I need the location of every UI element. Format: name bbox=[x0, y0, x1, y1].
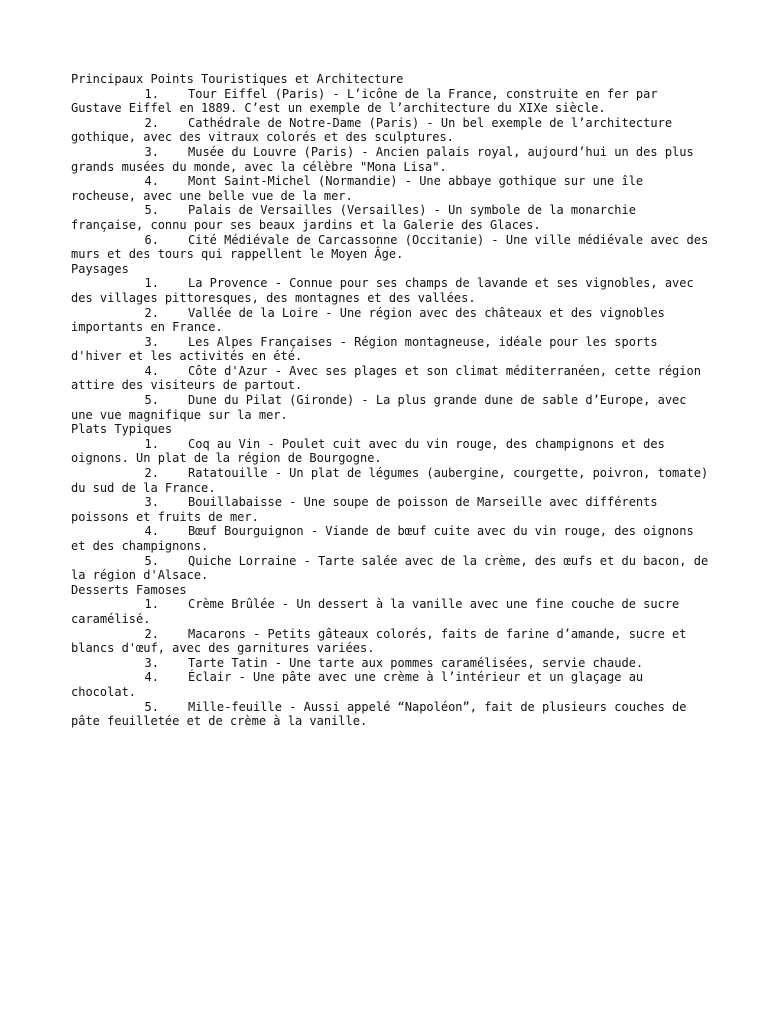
item-text: Les Alpes Françaises - Région montagneuse, idéale pour les sports d'hiver et les activités en été. bbox=[71, 334, 665, 364]
section-heading: Paysages bbox=[71, 261, 129, 276]
item-text: Quiche Lorraine - Tarte salée avec de la crème, des œufs et du bacon, de la région d'Alsace. bbox=[71, 553, 716, 583]
item-text: Bouillabaisse - Une soupe de poisson de Marseille avec différents poissons et fruits de mer. bbox=[71, 495, 665, 524]
item-number: 2. bbox=[144, 305, 159, 320]
item-number: 5. bbox=[144, 699, 159, 714]
item-number: 5. bbox=[144, 203, 159, 218]
numbered-list bbox=[71, 276, 711, 422]
list-item bbox=[71, 116, 711, 145]
list-item bbox=[71, 437, 711, 466]
section-heading: Principaux Points Touristiques et Architecture bbox=[71, 72, 404, 86]
item-text: Côte d'Azur - Avec ses plages et son climat méditerranéen, cette région attire des visiteurs de partout. bbox=[71, 363, 709, 393]
item-text: Tour Eiffel (Paris) - L’icône de la France, construite en fer par Gustave Eiffel en 1889. C’est un exemple de l’architecture du XIXe siècle. bbox=[71, 86, 665, 116]
item-text: Macarons - Petits gâteaux colorés, faits de farine d’amande, sucre et blancs d'œuf, avec des garnitures variées. bbox=[71, 626, 694, 656]
item-text: Éclair - Une pâte avec une crème à l’intérieur et un glaçage au chocolat. bbox=[71, 670, 651, 699]
item-number: 2. bbox=[144, 466, 159, 481]
item-number: 2. bbox=[144, 115, 159, 130]
item-number: 1. bbox=[144, 597, 159, 612]
list-item bbox=[71, 306, 711, 335]
section-monuments bbox=[71, 72, 716, 262]
item-number: 6. bbox=[144, 232, 159, 247]
item-number: 4. bbox=[144, 174, 159, 189]
list-item bbox=[71, 597, 711, 626]
list-item bbox=[71, 364, 711, 393]
item-text: Palais de Versailles (Versailles) - Un symbole de la monarchie française, connu pour ses beaux jardins et la Galerie des Glaces. bbox=[71, 203, 644, 232]
item-number: 3. bbox=[144, 495, 159, 510]
item-text: Coq au Vin - Poulet cuit avec du vin rouge, des champignons et des oignons. Un plat de la région de Bourgogne. bbox=[71, 436, 673, 466]
item-text: Mille-feuille - Aussi appelé “Napoléon”, fait de plusieurs couches de pâte feuilletée et de crème à la vanille. bbox=[71, 699, 694, 729]
item-text: Tarte Tatin - Une tarte aux pommes caramélisées, servie chaude. bbox=[188, 655, 644, 670]
item-number: 4. bbox=[144, 524, 159, 539]
document-body bbox=[71, 72, 716, 729]
item-number: 1. bbox=[144, 86, 159, 101]
item-number: 5. bbox=[144, 393, 159, 408]
item-text: Crème Brûlée - Un dessert à la vanille avec une fine couche de sucre caramélisé. bbox=[71, 597, 687, 626]
item-text: Ratatouille - Un plat de légumes (aubergine, courgette, poivron, tomate) du sud de la France. bbox=[71, 466, 716, 495]
item-text: Musée du Louvre (Paris) - Ancien palais royal, aujourd’hui un des plus grands musées du monde, avec la célèbre "Mona Lisa". bbox=[71, 144, 701, 174]
section-landscapes bbox=[71, 262, 711, 423]
item-number: 1. bbox=[144, 276, 159, 291]
item-number: 3. bbox=[144, 144, 159, 159]
list-item bbox=[71, 203, 711, 232]
section-heading: Desserts Famoses bbox=[71, 582, 187, 597]
list-item bbox=[71, 700, 711, 729]
item-text: Cathédrale de Notre-Dame (Paris) - Un bel exemple de l’architecture gothique, avec des vitraux colorés et des sculptures. bbox=[71, 115, 680, 145]
item-number: 5. bbox=[144, 553, 159, 568]
list-item bbox=[71, 466, 716, 495]
list-item bbox=[71, 87, 711, 116]
list-item bbox=[71, 145, 711, 174]
list-item bbox=[71, 276, 711, 305]
item-number: 1. bbox=[144, 436, 159, 451]
item-number: 2. bbox=[144, 626, 159, 641]
numbered-list bbox=[71, 597, 711, 728]
list-item bbox=[71, 524, 711, 553]
item-number: 3. bbox=[144, 334, 159, 349]
item-text: La Provence - Connue pour ses champs de lavande et ses vignobles, avec des villages pittoresques, des montagnes et des vallées. bbox=[71, 276, 701, 305]
numbered-list bbox=[71, 436, 716, 583]
item-text: Mont Saint-Michel (Normandie) - Une abbaye gothique sur une île rocheuse, avec une belle vue de la mer. bbox=[71, 174, 651, 203]
item-number: 4. bbox=[144, 363, 159, 378]
list-item bbox=[71, 656, 711, 671]
list-item bbox=[71, 393, 711, 422]
list-item bbox=[71, 670, 711, 699]
item-number: 3. bbox=[144, 655, 159, 670]
numbered-list bbox=[71, 86, 716, 262]
section-dishes bbox=[71, 422, 716, 583]
item-text: Vallée de la Loire - Une région avec des châteaux et des vignobles importants en France. bbox=[71, 305, 673, 335]
item-number: 4. bbox=[144, 670, 159, 685]
list-item bbox=[71, 495, 711, 524]
list-item bbox=[71, 627, 711, 656]
item-text: Bœuf Bourguignon - Viande de bœuf cuite avec du vin rouge, des oignons et des champignons. bbox=[71, 524, 701, 553]
list-item bbox=[71, 553, 716, 583]
section-heading: Plats Typiques bbox=[71, 422, 173, 437]
section-desserts bbox=[71, 583, 711, 729]
item-text: Cité Médiévale de Carcassonne (Occitanie) - Une ville médiévale avec des murs et des tours qui rappellent le Moyen Âge. bbox=[71, 232, 716, 262]
list-item bbox=[71, 335, 711, 364]
item-text: Dune du Pilat (Gironde) - La plus grande dune de sable d’Europe, avec une vue magnifique sur la mer. bbox=[71, 393, 694, 422]
list-item bbox=[71, 232, 716, 262]
list-item bbox=[71, 174, 711, 203]
